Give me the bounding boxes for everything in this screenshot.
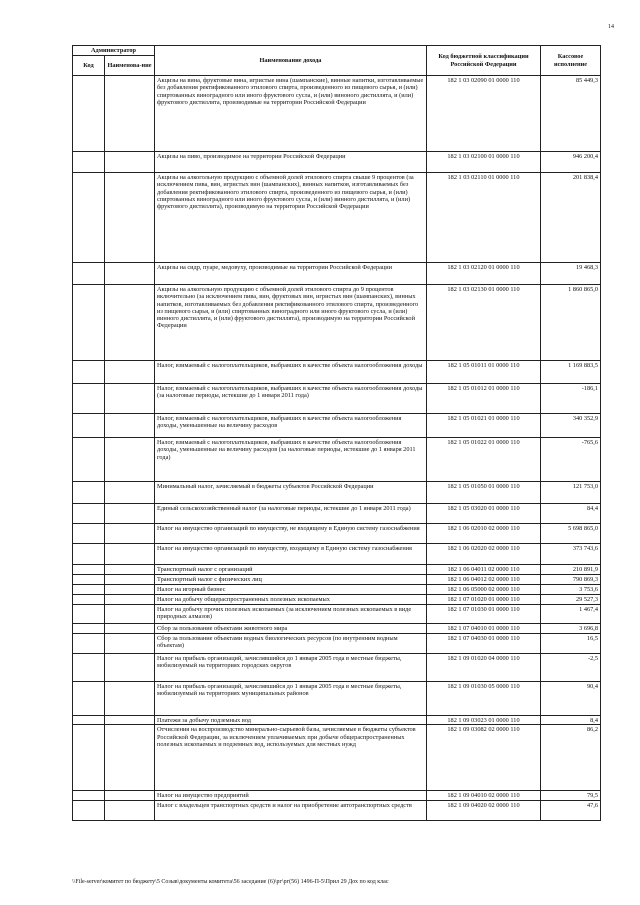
footer-file-path: \\File-server\комитет по бюджету\5 Созыв\документы комитета\56 заседание (6)\рг\рг(56) 1496-П-5\Прил 29 Дох по код клас [72, 879, 389, 885]
admin-name-cell [105, 725, 155, 791]
kbk-code-cell: 182 1 09 03082 02 0000 110 [427, 725, 541, 791]
admin-code-cell [73, 585, 105, 595]
income-name-cell: Акцизы на пиво, производимое на территории Российской Федерации [155, 152, 427, 173]
admin-name-cell [105, 544, 155, 565]
admin-name-cell [105, 173, 155, 263]
admin-name-cell [105, 605, 155, 624]
kbk-code-cell: 182 1 05 01021 01 0000 110 [427, 414, 541, 438]
admin-name-cell [105, 384, 155, 414]
table-row [73, 438, 601, 482]
table-row [73, 482, 601, 504]
table-row [73, 605, 601, 624]
admin-code-cell [73, 725, 105, 791]
table-row [73, 791, 601, 801]
income-name-cell: Акцизы на алкогольную продукцию с объемной долей этилового спирта свыше 9 процентов (за исключением пива, вин, игристых вин (шампанских), винных напитков, изготавливаемых без добавления ректификованного этилового спирта, произведенного из пищевого сырья, и (или) спиртованных виноградного или иного фруктового сусла, и (или) винного дистиллята, и (или) фруктового дистиллята), производимую на территории Российской Федерации [155, 173, 427, 263]
kbk-code-cell: 182 1 03 02090 01 0000 110 [427, 76, 541, 152]
admin-code-cell [73, 624, 105, 634]
admin-name-cell [105, 565, 155, 575]
admin-code-cell [73, 173, 105, 263]
admin-code-cell [73, 76, 105, 152]
admin-code-cell [73, 285, 105, 361]
cash-amount-cell: 47,6 [541, 801, 601, 821]
kbk-code-cell: 182 1 05 03020 01 0000 110 [427, 504, 541, 524]
income-name-cell: Налог на игорный бизнес [155, 585, 427, 595]
admin-code-cell [73, 595, 105, 605]
kbk-code-cell: 182 1 09 04010 02 0000 110 [427, 791, 541, 801]
kbk-code-cell: 182 1 05 01012 01 0000 110 [427, 384, 541, 414]
income-name-cell: Платежи за добычу подземных вод [155, 716, 427, 725]
income-name-cell: Налог, взимаемый с налогоплательщиков, выбравших в качестве объекта налогообложения доходы, уменьшенные на величину расходов (за налоговые периоды, истекшие до 1 января 2011 года) [155, 438, 427, 482]
income-name-cell: Налог, взимаемый с налогоплательщиков, выбравших в качестве объекта налогообложения доходы, уменьшенные на величину расходов [155, 414, 427, 438]
cash-amount-cell: -186,1 [541, 384, 601, 414]
admin-code-cell [73, 263, 105, 285]
admin-code-cell [73, 414, 105, 438]
admin-name-cell [105, 791, 155, 801]
table-row [73, 361, 601, 384]
kbk-code-cell: 182 1 06 05000 02 0000 110 [427, 585, 541, 595]
admin-code-cell [73, 152, 105, 173]
cash-amount-cell: 3 696,8 [541, 624, 601, 634]
admin-name-cell [105, 634, 155, 654]
cash-amount-cell: -765,6 [541, 438, 601, 482]
budget-income-table [72, 45, 601, 821]
cash-amount-cell: 84,4 [541, 504, 601, 524]
income-name-cell: Единый сельскохозяйственный налог (за налоговые периоды, истекшие до 1 января 2011 года) [155, 504, 427, 524]
kbk-code-cell: 182 1 05 01022 01 0000 110 [427, 438, 541, 482]
cash-amount-cell: 29 527,3 [541, 595, 601, 605]
table-row [73, 285, 601, 361]
table-row [73, 544, 601, 565]
admin-name-cell [105, 595, 155, 605]
admin-name-cell [105, 624, 155, 634]
kbk-code-cell: 182 1 09 03023 01 0000 110 [427, 716, 541, 725]
cash-amount-cell: 85 449,3 [541, 76, 601, 152]
table-row [73, 682, 601, 716]
income-name-cell: Отчисления на воспроизводство минерально-сырьевой базы, зачисляемые в бюджеты субъектов Российской Федерации, за исключением уплачиваемых при добыче общераспространенных полезных ископаемых и подземных вод, используемых для местных нужд [155, 725, 427, 791]
admin-name-cell [105, 482, 155, 504]
admin-name-cell [105, 585, 155, 595]
kbk-code-cell: 182 1 07 04030 01 0000 110 [427, 634, 541, 654]
admin-code-cell [73, 791, 105, 801]
cash-amount-cell: 946 200,4 [541, 152, 601, 173]
income-name-cell: Налог, взимаемый с налогоплательщиков, выбравших в качестве объекта налогообложения доходы [155, 361, 427, 384]
cash-amount-cell: 373 743,6 [541, 544, 601, 565]
cash-amount-cell: 90,4 [541, 682, 601, 716]
cash-amount-cell: 8,4 [541, 716, 601, 725]
admin-name-cell [105, 438, 155, 482]
kbk-code-cell: 182 1 07 01020 01 0000 110 [427, 595, 541, 605]
table-row [73, 152, 601, 173]
table-row [73, 565, 601, 575]
table-row [73, 76, 601, 152]
income-name-cell: Налог, взимаемый с налогоплательщиков, выбравших в качестве объекта налогообложения доходы (за налоговые периоды, истекшие до 1 января 2011 года) [155, 384, 427, 414]
cash-amount-cell: 340 352,9 [541, 414, 601, 438]
table-row [73, 654, 601, 682]
cash-amount-cell: -2,5 [541, 654, 601, 682]
kbk-code-cell: 182 1 03 02120 01 0000 110 [427, 263, 541, 285]
cash-amount-cell: 201 838,4 [541, 173, 601, 263]
cash-amount-cell: 19 468,3 [541, 263, 601, 285]
header-kbk: Код бюджетной классификации Российской Федерации [427, 46, 541, 76]
income-name-cell: Сбор за пользование объектами животного мира [155, 624, 427, 634]
table-row [73, 624, 601, 634]
table-row [73, 384, 601, 414]
income-name-cell: Налог с владельцев транспортных средств и налог на приобретение автотранспортных средств [155, 801, 427, 821]
cash-amount-cell: 1 467,4 [541, 605, 601, 624]
kbk-code-cell: 182 1 03 02110 01 0000 110 [427, 173, 541, 263]
income-name-cell: Сбор за пользование объектами водных биологических ресурсов (по внутренним водным объектам) [155, 634, 427, 654]
kbk-code-cell: 182 1 09 01020 04 0000 110 [427, 654, 541, 682]
income-name-cell: Акцизы на вина, фруктовые вина, игристые вина (шампанские), винные напитки, изготавливаемые без добавления ректификованного этилового спирта, произведенного из пищевого сырья, и (или) спиртованных виноградного или иного фруктового сусла, и (или) виноного дистиллята, и (или) фруктового дистиллята, производимые на территории Российской Федерации [155, 76, 427, 152]
admin-name-cell [105, 654, 155, 682]
income-name-cell: Налог на имущество организаций по имуществу, входящему в Единую систему газоснабжения [155, 544, 427, 565]
admin-code-cell [73, 634, 105, 654]
admin-code-cell [73, 801, 105, 821]
admin-name-cell [105, 285, 155, 361]
income-name-cell: Акцизы на сидр, пуаре, медовуху, производимые на территории Российской Федерации [155, 263, 427, 285]
table-row [73, 716, 601, 725]
table-row [73, 634, 601, 654]
admin-name-cell [105, 263, 155, 285]
admin-name-cell [105, 716, 155, 725]
income-name-cell: Минимальный налог, зачисляемый в бюджеты субъектов Российской Федерации [155, 482, 427, 504]
table-row [73, 524, 601, 544]
admin-code-cell [73, 716, 105, 725]
kbk-code-cell: 182 1 03 02100 01 0000 110 [427, 152, 541, 173]
kbk-code-cell: 182 1 06 04012 02 0000 110 [427, 575, 541, 585]
admin-code-cell [73, 544, 105, 565]
admin-code-cell [73, 504, 105, 524]
header-code: Код [73, 56, 105, 76]
cash-amount-cell: 790 869,3 [541, 575, 601, 585]
kbk-code-cell: 182 1 07 04010 01 0000 110 [427, 624, 541, 634]
income-name-cell: Акцизы на алкогольную продукцию с объемной долей этилового спирта до 9 процентов включительно (за исключением пива, вин, фруктовых вин, игристых вин (шампанских), винных напитков, изготавливаемых без добавления ректификованного этилового спирта, произведенного из пищевого сырья, и (или) спиртованных виноградного или иного фруктового сусла, и (или) винного дистиллята, и (или) фруктового дистиллята), производимую на территории Российской Федерации [155, 285, 427, 361]
admin-code-cell [73, 605, 105, 624]
income-name-cell: Налог на прибыль организаций, зачислявшийся до 1 января 2005 года в местные бюджеты, мобилизуемый на территориях городских округов [155, 654, 427, 682]
admin-code-cell [73, 575, 105, 585]
header-cash-execution: Кассовое исполнение [541, 46, 601, 76]
admin-name-cell [105, 361, 155, 384]
kbk-code-cell: 182 1 06 02020 02 0000 110 [427, 544, 541, 565]
table-row [73, 801, 601, 821]
admin-code-cell [73, 482, 105, 504]
page-number: 14 [608, 24, 614, 30]
kbk-code-cell: 182 1 06 02010 02 0000 110 [427, 524, 541, 544]
admin-code-cell [73, 524, 105, 544]
admin-code-cell [73, 565, 105, 575]
cash-amount-cell: 3 753,6 [541, 585, 601, 595]
cash-amount-cell: 121 753,0 [541, 482, 601, 504]
table-row [73, 263, 601, 285]
header-income-name: Наименование дохода [155, 46, 427, 76]
table-row [73, 504, 601, 524]
admin-code-cell [73, 361, 105, 384]
admin-code-cell [73, 682, 105, 716]
income-name-cell: Транспортный налог с физических лиц [155, 575, 427, 585]
admin-name-cell [105, 414, 155, 438]
admin-code-cell [73, 654, 105, 682]
income-name-cell: Налог на добычу прочих полезных ископаемых (за исключением полезных ископаемых в виде природных алмазов) [155, 605, 427, 624]
admin-name-cell [105, 682, 155, 716]
kbk-code-cell: 182 1 06 04011 02 0000 110 [427, 565, 541, 575]
table-row [73, 585, 601, 595]
income-name-cell: Налог на добычу общераспространенных полезных ископаемых [155, 595, 427, 605]
cash-amount-cell: 86,2 [541, 725, 601, 791]
kbk-code-cell: 182 1 03 02130 01 0000 110 [427, 285, 541, 361]
header-naming: Наименова-ние [105, 56, 155, 76]
admin-name-cell [105, 524, 155, 544]
table-row [73, 575, 601, 585]
kbk-code-cell: 182 1 07 01030 01 0000 110 [427, 605, 541, 624]
income-name-cell: Налог на имущество предприятий [155, 791, 427, 801]
cash-amount-cell: 16,5 [541, 634, 601, 654]
income-name-cell: Транспортный налог с организаций [155, 565, 427, 575]
table-row [73, 173, 601, 263]
admin-code-cell [73, 384, 105, 414]
admin-name-cell [105, 152, 155, 173]
kbk-code-cell: 182 1 05 01011 01 0000 110 [427, 361, 541, 384]
admin-name-cell [105, 575, 155, 585]
income-name-cell: Налог на имущество организаций по имуществу, не входящему в Единую систему газоснабжения [155, 524, 427, 544]
admin-code-cell [73, 438, 105, 482]
cash-amount-cell: 79,5 [541, 791, 601, 801]
cash-amount-cell: 5 698 865,0 [541, 524, 601, 544]
income-name-cell: Налог на прибыль организаций, зачислявшийся до 1 января 2005 года в местные бюджеты, мобилизуемый на территориях муниципальных районов [155, 682, 427, 716]
header-administrator: Администратор [73, 46, 155, 56]
kbk-code-cell: 182 1 09 01030 05 0000 110 [427, 682, 541, 716]
admin-name-cell [105, 504, 155, 524]
admin-name-cell [105, 801, 155, 821]
admin-name-cell [105, 76, 155, 152]
kbk-code-cell: 182 1 09 04020 02 0000 110 [427, 801, 541, 821]
cash-amount-cell: 1 169 883,5 [541, 361, 601, 384]
cash-amount-cell: 210 891,9 [541, 565, 601, 575]
table-row [73, 725, 601, 791]
table-row [73, 595, 601, 605]
cash-amount-cell: 1 860 865,0 [541, 285, 601, 361]
table-row [73, 414, 601, 438]
kbk-code-cell: 182 1 05 01050 01 0000 110 [427, 482, 541, 504]
